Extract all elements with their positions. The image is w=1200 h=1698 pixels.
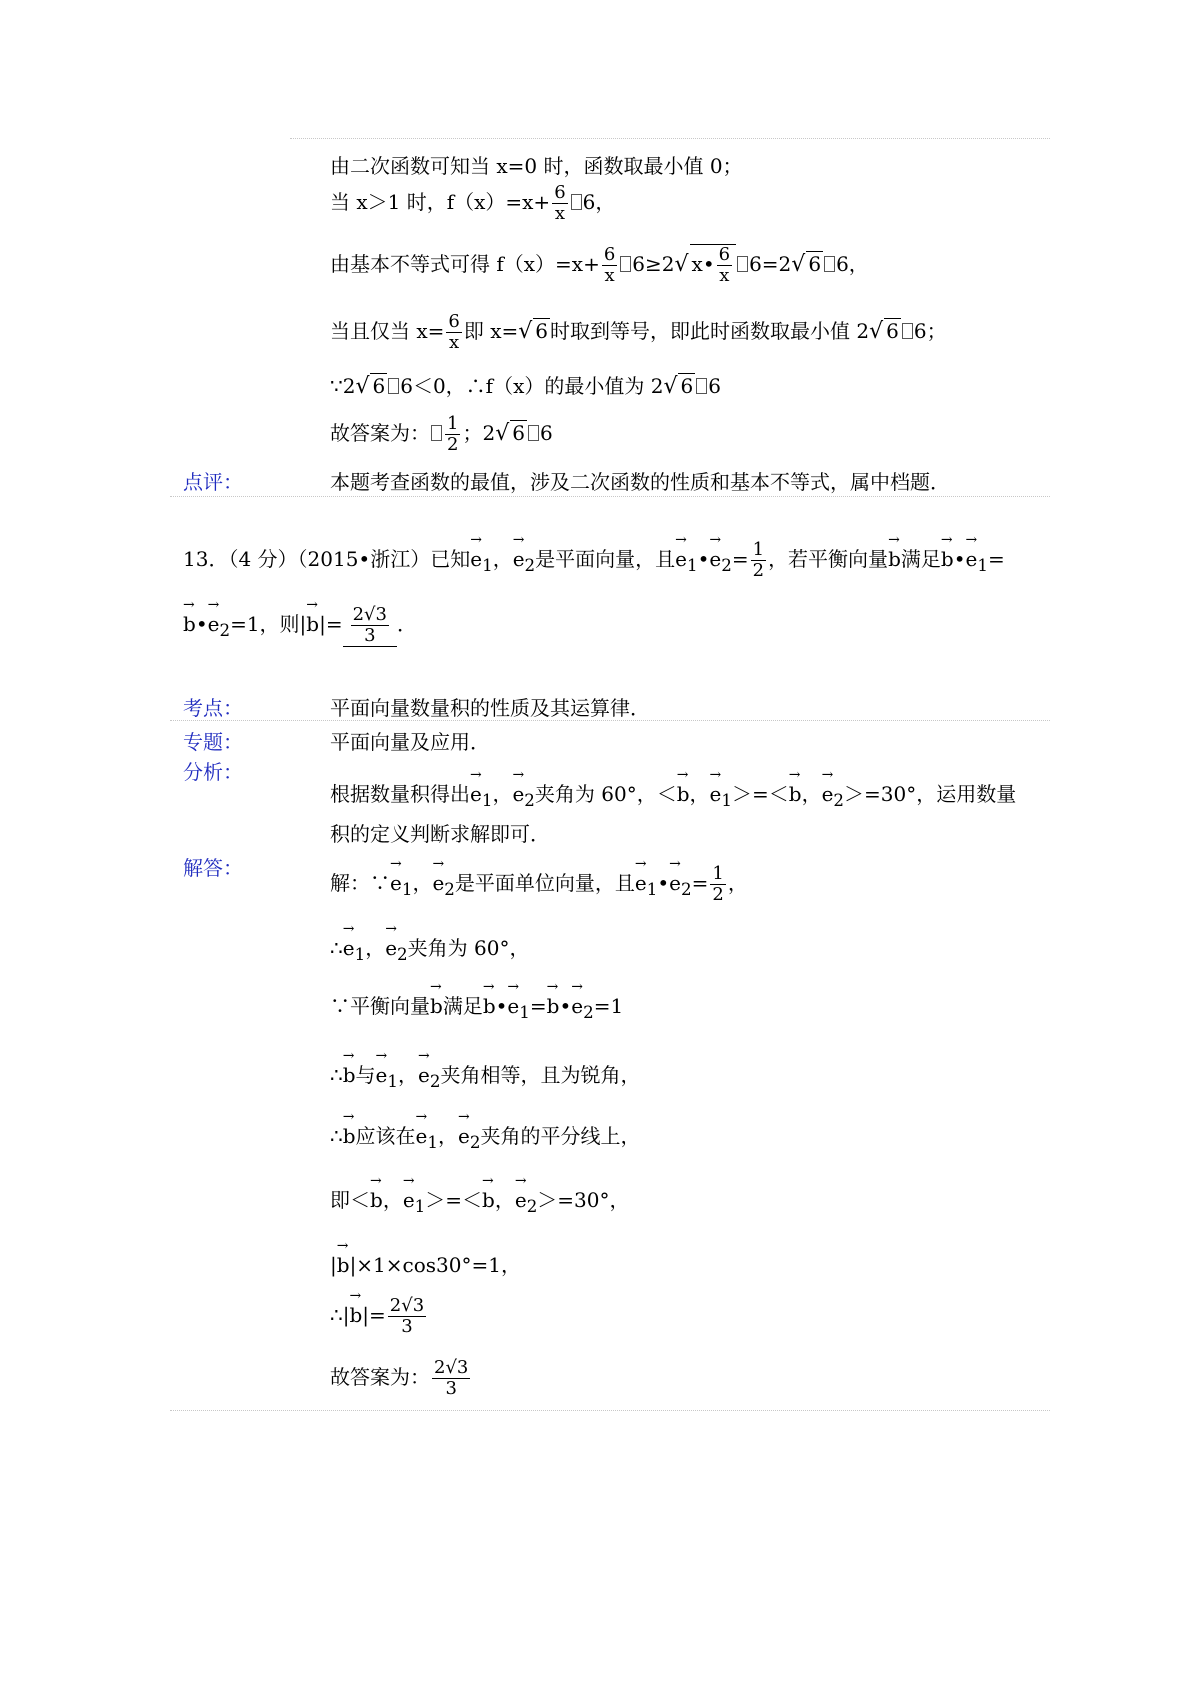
text-line: 由二次函数可知当 x=0 时，函数取最小值 0； — [330, 154, 743, 178]
separator — [170, 496, 1050, 497]
solution-line: ∴|→ b|= $\frac{2√3}{3}$ — [330, 1296, 428, 1337]
radical-sign: √ — [674, 252, 689, 277]
separator-bottom — [170, 1410, 1050, 1411]
text-line: 由基本不等式可得 f（x）=x+ $\frac{6}{x}$ 6≥2√ x• $\frac{6}{x}$ 6=2√ 6 6， — [330, 244, 869, 286]
solution-line: |→ b|×1×cos30°=1， — [330, 1247, 521, 1278]
fenxi-label: 分析： — [183, 760, 243, 784]
zhuanti-text: 平面向量及应用． — [330, 730, 490, 754]
comment-label: 点评： — [183, 470, 243, 494]
kaodian-label: 考点： — [183, 696, 243, 720]
solution-line: ∴→ $e_1$，→ $e_2$夹角为 60°， — [330, 930, 529, 964]
text-line: 当且仅当 x= $\frac{6}{x}$ 即 x=√ 6 时取到等号，即此时函数取最小值 2√ 6 6； — [330, 311, 947, 353]
separator — [170, 720, 1050, 721]
missing-glyph — [571, 194, 582, 210]
text-line: 当 x＞1 时，f（x）=x+ $\frac{6}{x}$ 6， — [330, 182, 616, 224]
fenxi-line2: 积的定义判断求解即可． — [330, 822, 550, 846]
text-line: ∵2√ 6 6＜0，∴f（x）的最小值为 2√ 6 6 — [330, 374, 721, 399]
answer-blank: $\frac{2√3}{3}$ — [343, 605, 397, 647]
solution-line: 即＜→ b，→ $e_1>=<\to b$，→ $e_2>=30^\circ$， — [330, 1182, 630, 1216]
solution-answer: 故答案为： $\frac{2√3}{3}$ — [330, 1357, 469, 1399]
fraction: $\frac{6}{x}$ — [554, 182, 566, 224]
question-13-line1: 13．（4 分）（2015•浙江）已知→ $e_1$，→ $e_2$是平面向量，且→ $e_1•\to e_2=$ $\frac{1}{2}$ ，若平衡向量→ b满足→ b•→ $e_1=$ — [183, 540, 1005, 581]
question-13-line2: → b•→ $e_2=1$，则|→ b|= $\frac{2√3}{3}$ ． — [183, 605, 417, 647]
solution-line: ∴→ b应该在→ $e_1$，→ $e_2$夹角的平分线上， — [330, 1118, 640, 1152]
fenxi-line1: 根据数量积得出→ $e_1$，→ $e_2$夹角为 60°，＜→ b，→ $e_1>=<\to b$，→ $e_2>=30^\circ$，运用数量 — [330, 776, 1016, 810]
solution-line: ∵平衡向量→ b满足→ b•→ $e_1=\to$ b•→ $e_2=1$ — [330, 988, 623, 1022]
separator-top — [290, 138, 1050, 139]
jieda-label: 解答： — [183, 856, 243, 880]
kaodian-text: 平面向量数量积的性质及其运算律． — [330, 696, 650, 720]
solution-line: 解：∵→ $e_1$，→ $e_2$是平面单位向量，且→ $e_1•\to e_2=$ $\frac{1}{2}$ ， — [330, 864, 748, 905]
solution-line: ∴→ b与→ $e_1$，→ $e_2$夹角相等，且为锐角， — [330, 1057, 640, 1091]
text-line: 故答案为： $\frac{1}{2}$ ；2√ 6 6 — [330, 413, 553, 455]
comment-text: 本题考查函数的最值，涉及二次函数的性质和基本不等式，属中档题． — [330, 470, 950, 494]
zhuanti-label: 专题： — [183, 730, 243, 754]
